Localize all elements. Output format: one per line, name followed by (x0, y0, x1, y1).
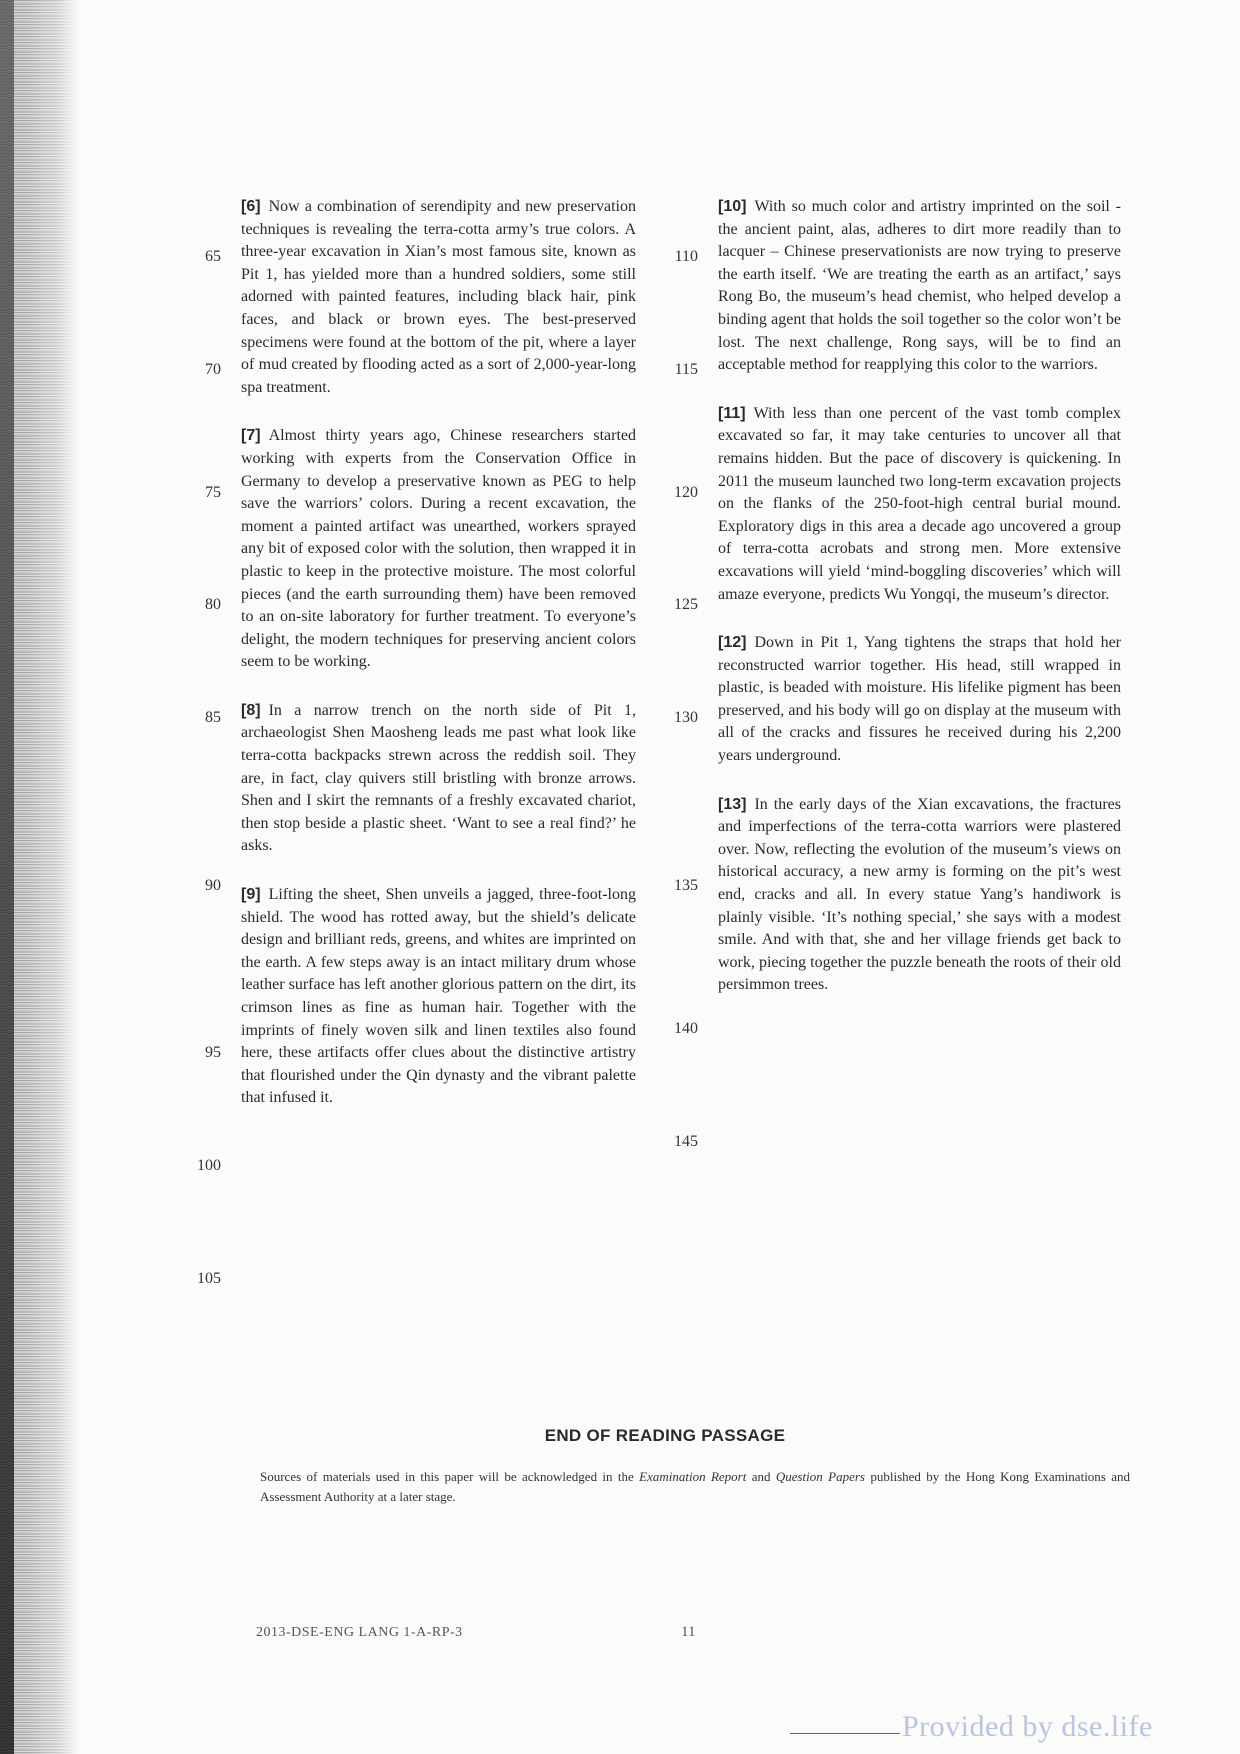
paper-code: 2013-DSE-ENG LANG 1-A-RP-3 (256, 1625, 463, 1640)
line-number: 115 (674, 361, 698, 378)
paragraph-text: With less than one percent of the vast tomb complex excavated so far, it may take centuries to uncover all that remains hidden. But the pace of discovery is quickening. In 2011 the museum launched two long-term excavation projects on the flanks of the 250-foot-high central burial mound. Exploratory digs in this area a decade ago uncovered a group of terra-cotta acrobats and strong men. More extensive excavations will yield ‘mind-boggling discoveries’ which will amaze everyone, predicts Wu Yongqi, the museum’s director. (718, 404, 1121, 603)
paragraph-6 (241, 196, 636, 399)
line-number: 140 (674, 1020, 698, 1037)
left-column (197, 196, 636, 1287)
line-number: 75 (205, 484, 221, 501)
paragraph-text: In a narrow trench on the north side of Pit 1, archaeologist Shen Maosheng leads me past what look like terra-cotta backpacks strewn across the reddish soil. They are, in fact, clay quivers still bristling with bronze arrows. Shen and I skirt the remnants of a freshly excavated chariot, then stop beside a plastic sheet. ‘Want to see a real find?’ he asks. (241, 701, 636, 855)
paragraph-number: [10] (718, 198, 747, 215)
line-number: 120 (674, 484, 698, 501)
line-number: 95 (205, 1044, 221, 1061)
line-number: 100 (197, 1157, 221, 1174)
line-number: 90 (205, 877, 221, 894)
line-number: 135 (674, 877, 698, 894)
paragraph-10 (718, 196, 1121, 377)
paragraph-number: [13] (718, 795, 747, 813)
line-number: 105 (197, 1270, 221, 1287)
sources-note: Sources of materials used in this paper will be acknowledged in the Examination Report and Question Papers published by the Hong Kong Examinations and Assessment Authority at a later stage. (260, 1469, 1130, 1504)
line-number: 65 (205, 248, 221, 265)
paragraph-text: Down in Pit 1, Yang tightens the straps that hold her reconstructed warrior together. His head, still wrapped in plastic, is beaded with moisture. His lifelike pigment has been preserved, and his body will go on display at the museum with all of the cracks and fissures he received during his 2,200 years underground. (718, 634, 1121, 765)
line-number: 70 (205, 361, 221, 378)
paragraph-text: Almost thirty years ago, Chinese researchers started working with experts from the Conservation Office in Germany to develop a preservative known as PEG to help save the warriors’ colors. During a recent excavation, the moment a painted artifact was unearthed, workers sprayed any bit of exposed color with the solution, then wrapped it in plastic to keep in the protective moisture. The most colorful pieces (and the earth surrounding them) have been removed to an on-site laboratory for further treatment. To everyone’s delight, the modern techniques for preserving ancient colors seem to be working. (241, 427, 636, 671)
paragraph-7 (241, 425, 636, 674)
watermark-link[interactable]: Provided by dse.life (902, 1710, 1153, 1743)
paragraph-number: [8] (241, 701, 261, 719)
line-number: 110 (674, 248, 698, 265)
scan-edge-dark (0, 0, 14, 1754)
paragraph-number: [11] (718, 404, 746, 422)
line-number: 130 (674, 709, 698, 726)
paragraph-text: Lifting the sheet, Shen unveils a jagged, three-foot-long shield. The wood has rotted away, but the shield’s delicate design and brilliant reds, greens, and whites are imprinted on the earth. A few steps away is an intact military drum whose leather surface has left another glorious pattern on the dirt, its crimson lines as fine as human hair. Together with the imprints of finely woven silk and linen textiles also found here, these artifacts offer clues about the distinctive artistry that flourished under the Qin dynasty and the vibrant palette that infused it. (241, 886, 636, 1107)
end-of-passage-title: END OF READING PASSAGE (544, 1426, 786, 1445)
page-number: 11 (681, 1624, 696, 1640)
examination-report-title: Examination Report (639, 1469, 747, 1484)
paragraph-12 (718, 632, 1121, 768)
paragraph-text: Now a combination of serendipity and new preservation techniques is revealing the terra-cotta army’s true colors. A three-year excavation in Xian’s most famous site, known as Pit 1, has yielded more than a hundred soldiers, some still adorned with painted features, including black hair, pink faces, and black or brown eyes. The best-preserved specimens were found at the bottom of the pit, where a layer of mud created by flooding acted as a sort of 2,000-year-long spa treatment. (241, 198, 636, 396)
paragraph-text: With so much color and artistry imprinted on the soil - the ancient paint, alas, adheres to dirt more readily than to lacquer – Chinese preservationists are now trying to preserve the earth itself. ‘We are treating the earth as an artifact,’ says Rong Bo, the museum’s head chemist, who helped develop a binding agent that holds the soil together so the color won’t be lost. The next challenge, Rong says, will be to find an acceptable method for reapplying this color to the warriors. (718, 198, 1121, 374)
paragraph-number: [7] (241, 427, 261, 445)
line-number: 80 (205, 596, 221, 613)
line-number: 85 (205, 709, 221, 726)
line-number: 125 (674, 596, 698, 613)
paragraph-8 (241, 700, 636, 858)
paragraph-11 (718, 403, 1121, 606)
paragraph-text: In the early days of the Xian excavations, the fractures and imperfections of the terra-cotta warriors were plastered over. Now, reflecting the evolution of the museum’s views on historical accuracy, a new army is forming on the pit’s west end, cracks and all. In every statue Yang’s handiwork is plainly visible. ‘It’s nothing special,’ she says with a modest smile. And with that, she and her village friends get back to work, piecing together the puzzle beneath the roots of their old persimmon trees. (718, 795, 1121, 994)
line-number: 145 (674, 1133, 698, 1150)
question-papers-title: Question Papers (775, 1469, 865, 1484)
paragraph-number: [6] (241, 198, 261, 215)
right-column (674, 196, 1121, 1150)
paragraph-13 (718, 794, 1121, 997)
paragraph-9 (241, 884, 636, 1110)
footer-rule (790, 1733, 900, 1734)
paragraph-number: [9] (241, 886, 261, 904)
paragraph-number: [12] (718, 634, 747, 652)
